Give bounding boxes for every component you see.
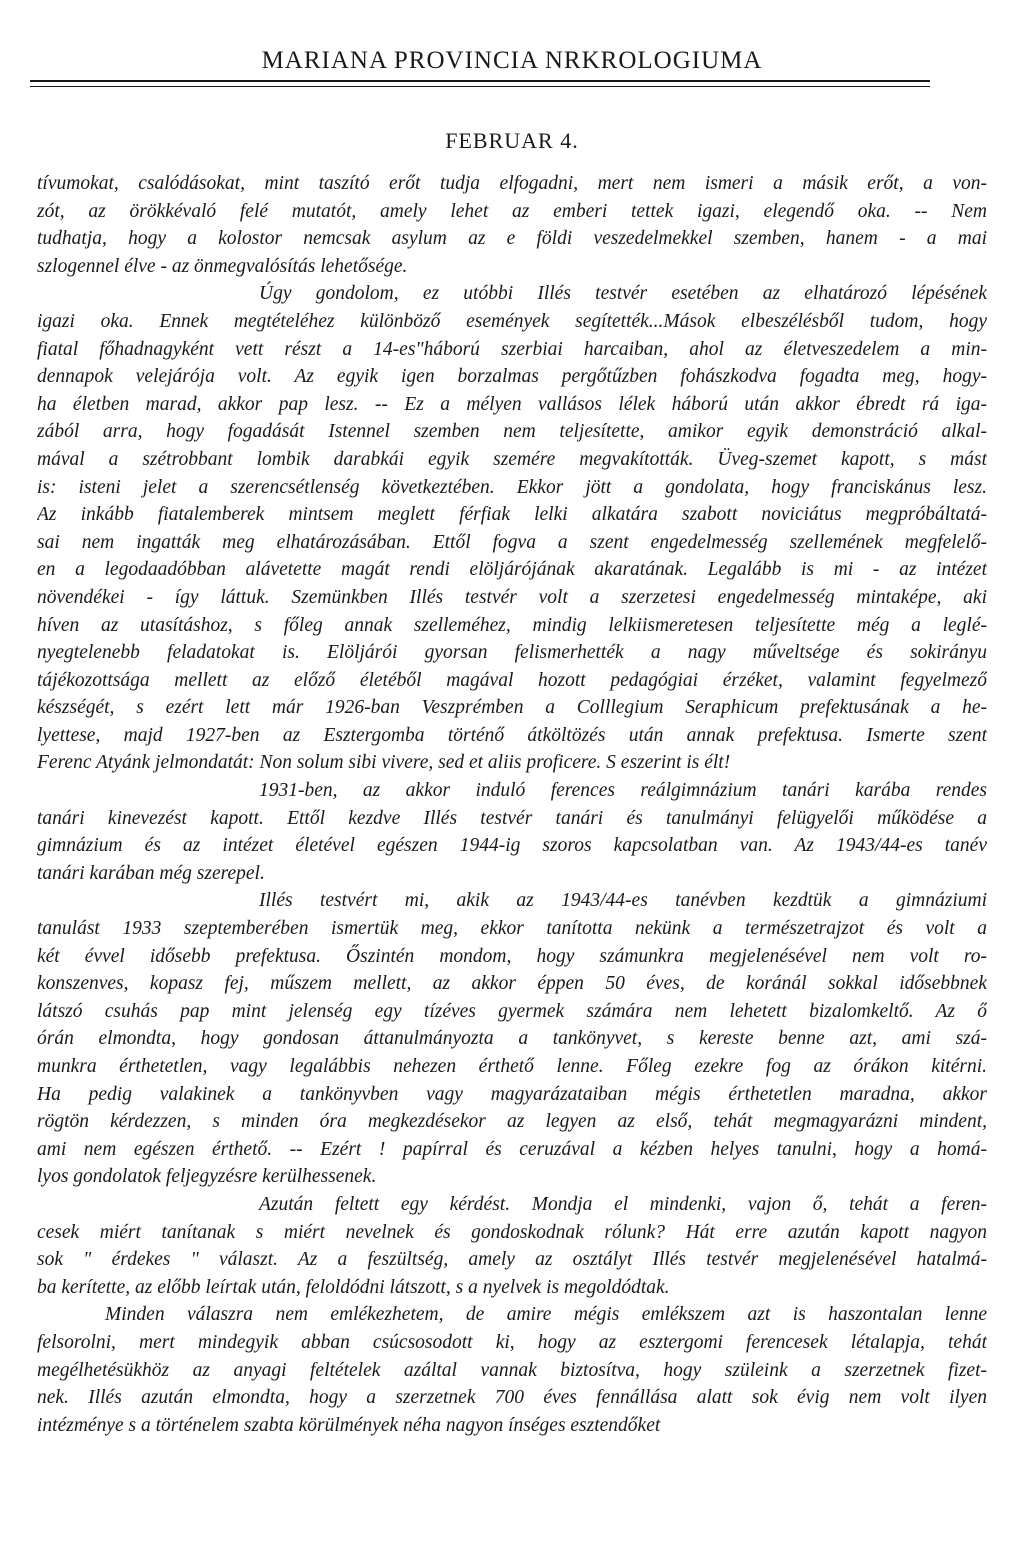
text-line: lyos gondolatok feljegyzésre kerülhessenek. (37, 1166, 377, 1188)
text-line: fiatal főhadnagyként vett részt a 14-es"háború szerbiai harcaiban, ahol az életveszedelem a min- (37, 338, 987, 360)
text-line: szlogennel élve - az önmegvalósítás lehetősége. (37, 255, 408, 277)
text-line: ami nem egészen érthető. -- Ezért ! papírral és ceruzával a kézben helyes tanulni, hogy a homá- (37, 1138, 987, 1160)
text-line: tanulást 1933 szeptemberében ismertük meg, ekkor tanította nekünk a természetrajzot és volt a (37, 918, 987, 940)
text-line: is: isteni jelet a szerencsétlenség következtében. Ekkor jött a gondolata, hogy franciskánus lesz. (37, 476, 987, 498)
text-line: rögtön kérdezzen, s minden óra megkezdésekor az legyen az első, tehát megmagyarázni mindent, (37, 1111, 987, 1133)
text-line: Ferenc Atyánk jelmondatát: Non solum sibi vivere, sed et aliis proficere. S eszerint is élt! (37, 752, 731, 774)
text-line: két évvel idősebb prefektusa. Őszintén mondom, hogy számunkra megjelenésével nem volt ro- (37, 945, 987, 967)
text-line: cesek miért tanítanak s miért nevelnek és gondoskodnak rólunk? Hát erre azután kapott nagyon (37, 1221, 987, 1243)
text-line: nyegtelenebb feladatokat is. Elöljárói gyorsan felismerhették a nagy műveltsége és sokirányu (37, 642, 987, 664)
text-line: készségét, s ezért lett már 1926-ban Veszprémben a Colllegium Seraphicum prefektusának a he- (37, 697, 987, 719)
text-line: tájékozottsága mellett az előző életéből magával hozott pedagógiai érzéket, valamint fegyelmező (37, 669, 987, 691)
text-line: igazi oka. Ennek megtételéhez különböző események segítették...Mások elbeszélésből tudom, hogy (37, 310, 987, 332)
text-line: órán elmondta, hogy gondosan áttanulmányozta a tankönyvet, s kereste benne azt, ami szá- (37, 1028, 987, 1050)
text-line: konszenves, kopasz fej, műszem mellett, az akkor éppen 50 éves, de koránál sokkal idősebbnek (37, 973, 987, 995)
header-rule (30, 80, 930, 82)
text-line: Azután feltett egy kérdést. Mondja el mindenki, vajon ő, tehát a feren- (259, 1193, 987, 1215)
text-line: felsorolni, mert mindegyik abban csúcsosodott ki, hogy az esztergomi ferencesek létalapja, tehát (37, 1331, 987, 1353)
text-line: látszó csuhás pap mint jelenség egy tízéves gyermek számára nem lehetett bizalomkeltő. Az ő (37, 1000, 987, 1022)
text-line: mával a szétrobbant lombik darabkái egyik szemére megvakították. Üveg-szemet kapott, s mást (37, 448, 987, 470)
text-line: Minden válaszra nem emlékezhetem, de amire mégis emlékszem azt is haszontalan lenne (105, 1304, 987, 1326)
text-line: Illés testvért mi, akik az 1943/44-es tanévben kezdtük a gimnáziumi (259, 890, 987, 912)
text-line: tívumokat, csalódásokat, mint taszító erőt tudja elfogadni, mert nem ismeri a másik erőt, a von- (37, 173, 987, 194)
text-line: intézménye s a történelem szabta körülmények néha nagyon ínséges esztendőket (37, 1414, 661, 1436)
text-line: sok " érdekes " választ. Az a feszültség, amely az osztályt Illés testvér megjelenésével hatalmá- (37, 1249, 987, 1271)
text-line: ba kerítette, az előbb leírtak után, feloldódni látszott, s a nyelvek is megoldódtak. (37, 1276, 670, 1298)
text-line: dennapok velejárója volt. Az egyik igen borzalmas pergőtűzben fohászkodva fogadta meg, hogy- (37, 366, 987, 388)
text-line: lyettese, majd 1927-ben az Esztergomba történő átköltözés után annak prefektusa. Ismerte szent (37, 724, 987, 746)
text-line: ha életben marad, akkor pap lesz. -- Ez a mélyen vallásos lélek háború után akkor ébredt rá iga- (37, 393, 987, 415)
body-text (37, 170, 987, 1439)
text-line: gimnázium és az intézet életével egészen 1944-ig szoros kapcsolatban van. Az 1943/44-es tanév (37, 835, 987, 857)
text-line: Ha pedig valakinek a tankönyvben vagy magyarázataiban mégis érthetetlen maradna, akkor (37, 1083, 987, 1105)
text-line: Úgy gondolom, ez utóbbi Illés testvér esetében az elhatározó lépésének (259, 283, 987, 305)
text-line: nek. Illés azután elmondta, hogy a szerzetnek 700 éves fennállása alatt sok évig nem volt ilyen (37, 1387, 987, 1409)
text-line: zából arra, hogy fogadását Istennel szemben nem teljesítette, amikor egyik demonstráció alkal- (37, 421, 987, 443)
text-line: zót, az örökkévaló felé mutatót, amely lehet az emberi tettek igazi, elegendő oka. -- Nem (37, 200, 987, 222)
text-line: megélhetésükhöz az anyagi feltételek azáltal vannak biztosítva, hogy szüleink a szerzetnek fizet- (37, 1359, 987, 1381)
header-rule-thin (30, 86, 930, 87)
text-line: sai nem ingatták meg elhatározásában. Ettől fogva a szent engedelmesség szellemének megfelelő- (37, 531, 987, 553)
text-line: tanári karában még szerepel. (37, 862, 265, 884)
text-line: híven az utasításhoz, s főleg annak szelleméhez, mindig lelkiismeretesen teljesítette még a leglé- (37, 614, 987, 636)
running-title: MARIANA PROVINCIA NRKROLOGIUMA (261, 47, 763, 74)
text-line: tanári kinevezést kapott. Ettől kezdve Illés testvér tanári és tanulmányi felügyelői működése a (37, 807, 987, 829)
text-line: 1931-ben, az akkor induló ferences reálgimnázium tanári karába rendes (259, 780, 987, 802)
text-line: növendékei - így láttuk. Szemünkben Illés testvér volt a szerzetesi engedelmesség mintaképe, aki (37, 586, 987, 608)
text-line: munkra érthetetlen, vagy legalábbis nehezen érthető lenne. Főleg ezekre fog az órákon kitérni. (37, 1056, 987, 1077)
text-line: en a legodaadóbban alávetette magát rendi elöljárójának akaratának. Legalább is mi - az intézet (37, 559, 987, 581)
text-line: tudhatja, hogy a kolostor nemcsak asylum az e földi veszedelmekkel szemben, hanem - a mai (37, 228, 987, 250)
text-line: Az inkább fiatalemberek mintsem meglett férfiak lelki alkatára szabott noviciátus megpróbáltatá- (37, 504, 987, 526)
date-heading: FEBRUAR 4. (445, 128, 579, 153)
